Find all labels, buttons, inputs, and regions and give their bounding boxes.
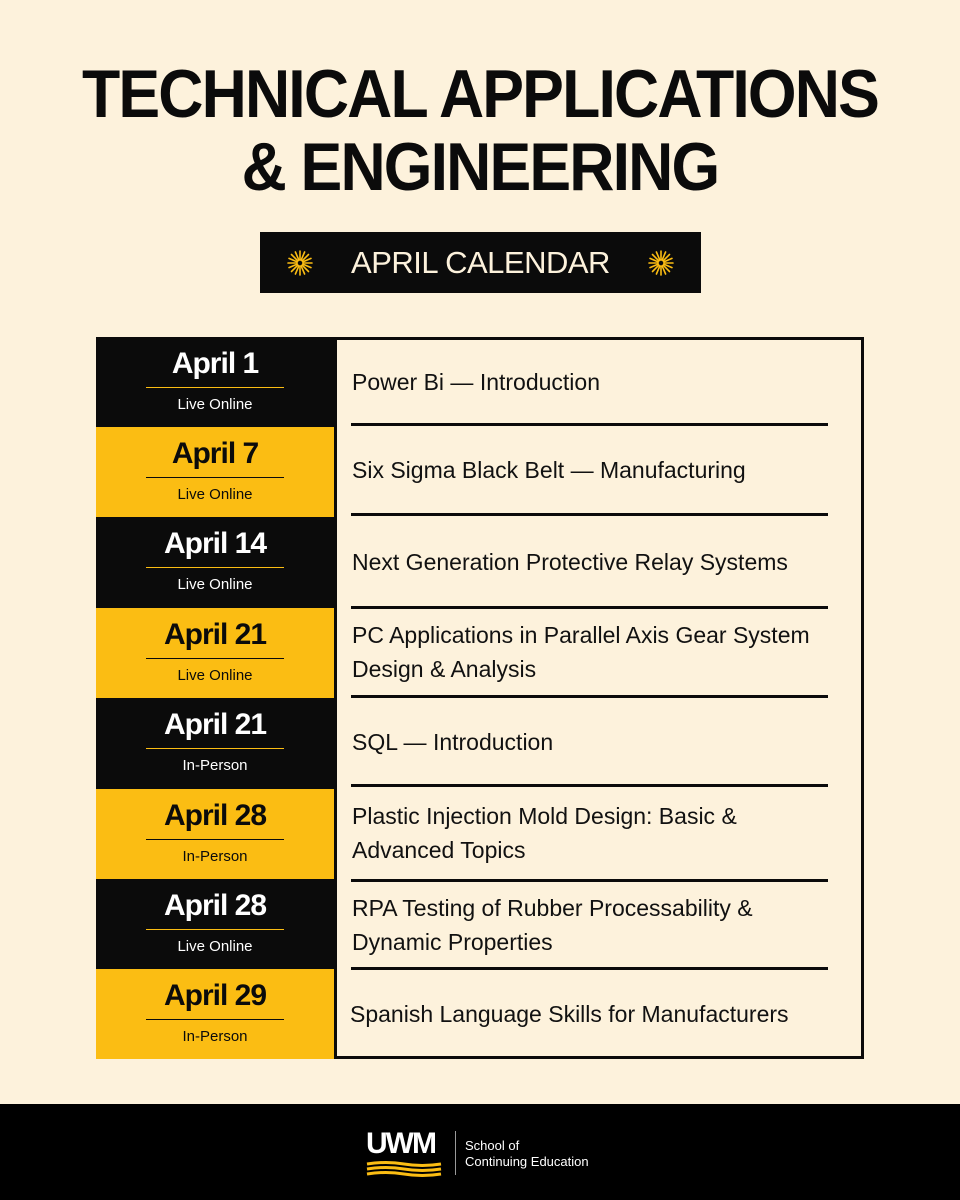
sunburst-icon bbox=[286, 249, 314, 277]
event-date: April 28 bbox=[163, 799, 267, 832]
date-divider bbox=[146, 839, 284, 840]
event-date-cell bbox=[96, 698, 334, 789]
date-divider bbox=[146, 477, 284, 478]
event-date-cell bbox=[96, 969, 334, 1059]
row-divider bbox=[351, 695, 828, 698]
event-mode: Live Online bbox=[177, 486, 253, 503]
date-divider bbox=[146, 387, 284, 388]
date-divider bbox=[146, 748, 284, 749]
course-title: Plastic Injection Mold Design: Basic & Advanced Topics bbox=[352, 803, 737, 863]
banner-label: APRIL CALENDAR bbox=[351, 244, 610, 280]
event-date-cell bbox=[96, 879, 334, 969]
date-divider bbox=[146, 1019, 284, 1020]
event-mode: Live Online bbox=[177, 396, 253, 413]
event-date-cell bbox=[96, 608, 334, 698]
wave-stripes-icon bbox=[366, 1161, 442, 1177]
event-mode: In-Person bbox=[182, 848, 248, 865]
event-date-cell bbox=[96, 517, 334, 608]
uwm-logo bbox=[366, 1129, 442, 1177]
school-line1: School of bbox=[465, 1138, 520, 1153]
event-date-cell bbox=[96, 427, 334, 517]
row-divider bbox=[351, 784, 828, 787]
event-mode: Live Online bbox=[177, 938, 253, 955]
page-title-line2: & ENGINEERING bbox=[241, 129, 719, 205]
event-date-cell bbox=[96, 789, 334, 879]
event-date: April 29 bbox=[163, 979, 267, 1012]
school-line2: Continuing Education bbox=[465, 1154, 589, 1169]
event-mode: In-Person bbox=[182, 757, 248, 774]
logo-wordmark: UWM bbox=[366, 1127, 435, 1160]
sunburst-icon bbox=[647, 249, 675, 277]
course-title: Six Sigma Black Belt — Manufacturing bbox=[352, 457, 746, 483]
event-date: April 14 bbox=[163, 527, 267, 560]
event-date: April 21 bbox=[163, 618, 267, 651]
date-column bbox=[96, 337, 334, 1059]
event-mode: In-Person bbox=[182, 1028, 248, 1045]
event-mode: Live Online bbox=[177, 667, 253, 684]
logo-separator bbox=[455, 1131, 456, 1175]
date-divider bbox=[146, 658, 284, 659]
event-date-cell bbox=[96, 337, 334, 427]
school-name bbox=[465, 1138, 589, 1170]
row-divider bbox=[351, 423, 828, 426]
course-title: Power Bi — Introduction bbox=[352, 369, 601, 395]
course-title: PC Applications in Parallel Axis Gear System Design & Analysis bbox=[352, 622, 810, 682]
course-title: Next Generation Protective Relay Systems bbox=[352, 549, 788, 575]
calendar-banner bbox=[260, 232, 701, 293]
date-divider bbox=[146, 567, 284, 568]
event-date: April 28 bbox=[163, 889, 267, 922]
course-title: RPA Testing of Rubber Processability & Dynamic Properties bbox=[352, 895, 753, 955]
event-calendar bbox=[96, 337, 864, 1059]
page-title-line1: TECHNICAL APPLICATIONS bbox=[81, 56, 878, 132]
row-divider bbox=[351, 967, 828, 970]
event-date: April 21 bbox=[163, 708, 267, 741]
event-date: April 7 bbox=[171, 437, 259, 470]
course-title: Spanish Language Skills for Manufacturers bbox=[350, 1001, 789, 1027]
event-date: April 1 bbox=[171, 347, 259, 380]
event-mode: Live Online bbox=[177, 576, 253, 593]
course-title: SQL — Introduction bbox=[352, 729, 554, 755]
date-divider bbox=[146, 929, 284, 930]
row-divider bbox=[351, 513, 828, 516]
